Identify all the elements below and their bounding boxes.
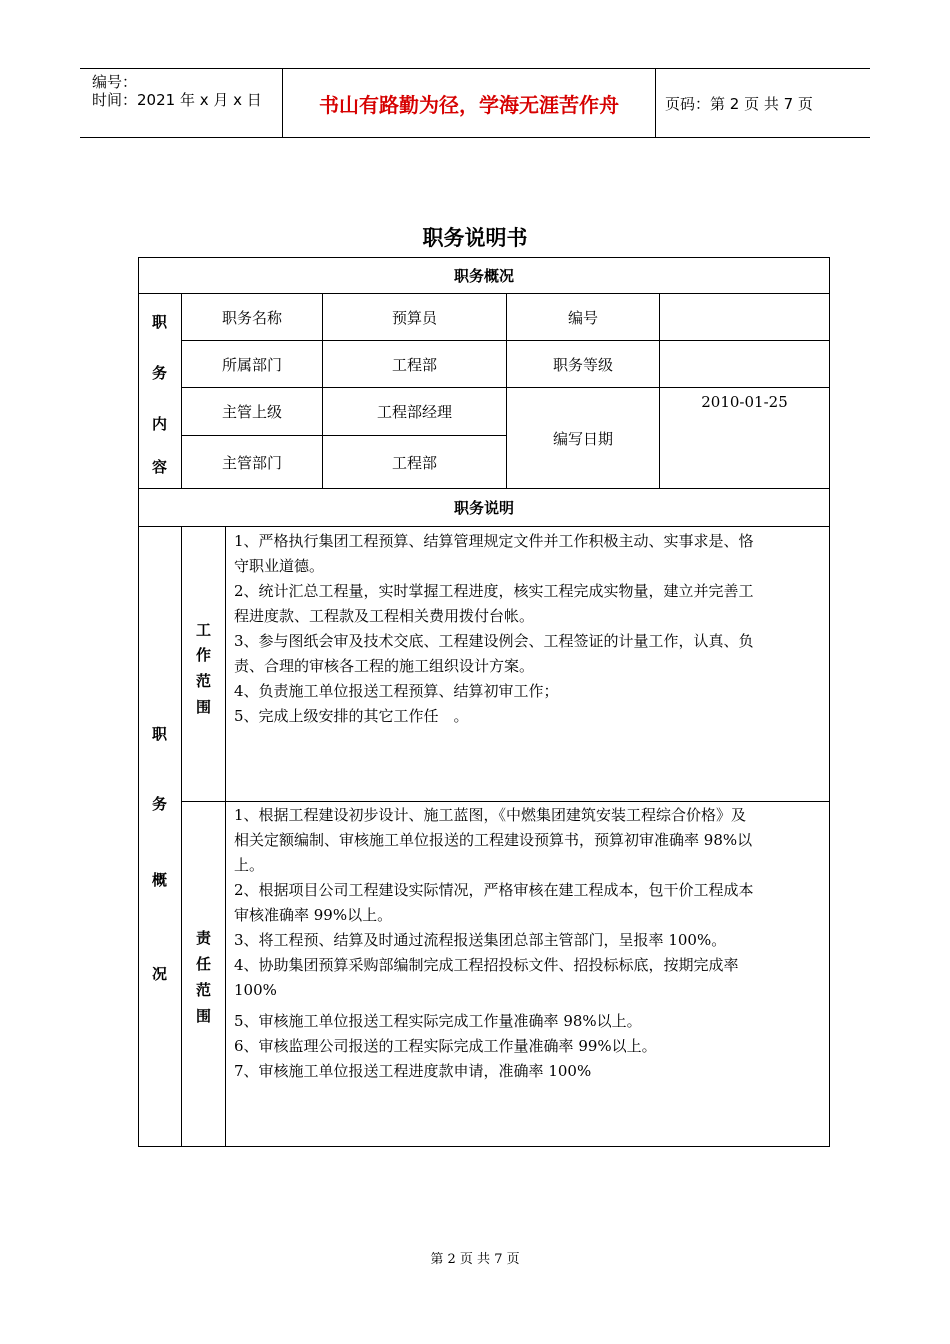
work-scope-char: 范 [196,672,212,690]
description-header: 职务说明 [453,499,514,517]
header-number: 编号： [92,73,138,91]
department-value: 工程部 [391,355,437,374]
job-grade-value [660,341,829,387]
table-border [138,257,139,1147]
side-char: 况 [152,965,168,983]
header-meta [92,73,262,109]
list-item: 5、审核施工单位报送工程实际完成工作量准确率 98%以上。 [234,1012,642,1030]
header-motto-box [282,69,656,137]
managing-dept-value: 工程部 [391,453,437,472]
side-char: 概 [152,871,168,889]
resp-scope-list [234,803,826,1084]
table-rule [225,526,226,1146]
list-item: 4、协助集团预算采购部编制完成工程招投标文件、招投标标底，按期完成率 [234,956,739,974]
job-code-label: 编号 [567,308,598,327]
side-char: 务 [152,364,168,382]
list-item: 1、严格执行集团工程预算、结算管理规定文件并工作积极主动、实事求是、恪 [234,532,754,550]
list-item: 1、根据工程建设初步设计、施工蓝图，《中燃集团建筑安装工程综合价格》及 [234,806,747,824]
job-code-value [660,294,829,340]
job-grade-label: 职务等级 [552,355,613,374]
list-item: 责、合理的审核各工程的施工组织设计方案。 [234,657,535,675]
job-title-value: 预算员 [391,308,437,327]
job-title-label: 职务名称 [221,308,282,327]
list-item: 相关定额编制、审核施工单位报送的工程建设预算书，预算初审准确率 98%以 [234,831,753,849]
side-char: 职 [152,725,168,743]
resp-scope-char: 任 [196,955,212,973]
header-time: 时间：2021 年 x 月 x 日 [92,91,262,109]
side-char: 内 [152,415,168,433]
table-rule [181,801,830,802]
table-rule [181,526,182,1146]
table-rule [138,526,830,527]
resp-scope-char: 责 [196,929,212,947]
document-title: 职务说明书 [422,226,528,250]
overview-header: 职务概况 [453,267,514,285]
list-item: 7、审核施工单位报送工程进度款申请，准确率 100% [234,1062,592,1080]
list-item: 6、审核监理公司报送的工程实际完成工作量准确率 99%以上。 [234,1037,657,1055]
supervisor-value: 工程部经理 [376,403,452,421]
side-char: 务 [152,795,168,813]
managing-dept-label: 主管部门 [221,453,282,472]
work-scope-char: 围 [196,698,212,716]
list-item: 2、统计汇总工程量，实时掌握工程进度，核实工程完成实物量，建立并完善工 [234,582,754,600]
list-item: 上。 [234,856,265,874]
list-item: 3、参与图纸会审及技术交底、工程建设例会、工程签证的计量工作，认真、负 [234,632,754,650]
list-item: 100% [234,981,277,999]
page-header [80,68,870,138]
resp-scope-char: 围 [196,1007,212,1025]
work-scope-list [234,529,826,729]
header-page-info: 页码：第 2 页 共 7 页 [665,95,813,113]
list-item: 2、根据项目公司工程建设实际情况，严格审核在建工程成本，包干价工程成本 [234,881,754,899]
write-date-value: 2010-01-25 [701,393,788,411]
list-item: 审核准确率 99%以上。 [234,906,393,924]
list-item: 4、负责施工单位报送工程预算、结算初审工作； [234,682,559,700]
page-footer: 第 2 页 共 7 页 [430,1252,520,1267]
work-scope-char: 作 [196,646,212,664]
header-motto: 书山有路勤为径，学海无涯苦作舟 [319,92,619,117]
supervisor-label: 主管上级 [221,403,282,421]
side-char: 容 [152,458,168,476]
job-description-table [138,257,830,1147]
list-item: 3、将工程预、结算及时通过流程报送集团总部主管部门，呈报率 100%。 [234,931,727,949]
list-item: 程进度款、工程款及工程相关费用拨付台帐。 [234,607,535,625]
side-char: 职 [152,313,168,331]
department-label: 所属部门 [221,355,282,374]
list-item: 守职业道德。 [234,557,325,575]
table-border [138,1146,830,1147]
resp-scope-char: 范 [196,981,212,999]
work-scope-char: 工 [196,621,212,639]
table-border [829,257,830,1147]
write-date-label: 编写日期 [552,429,613,448]
list-item: 5、完成上级安排的其它工作任 。 [234,707,469,725]
